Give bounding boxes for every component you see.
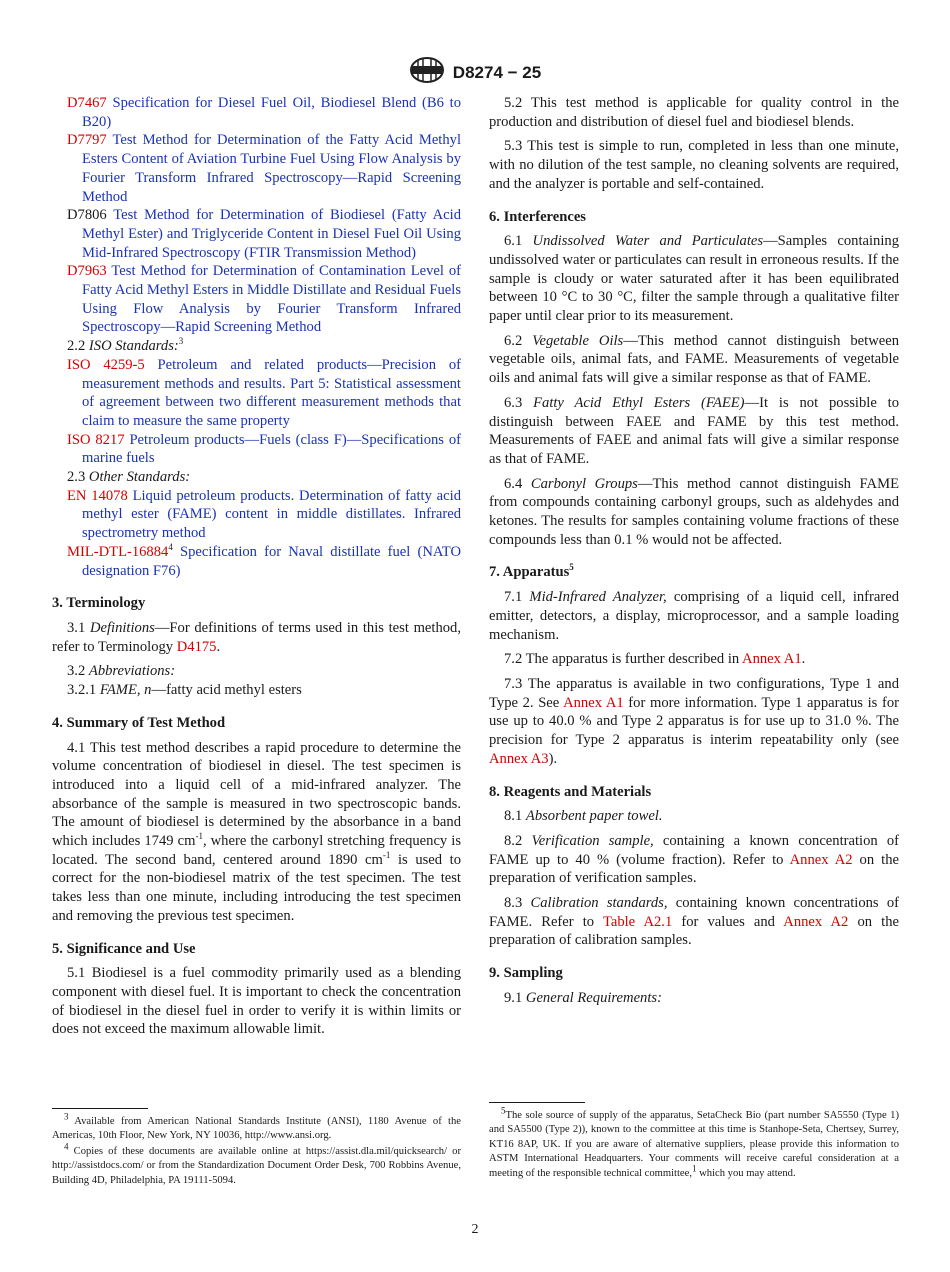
footnotes-left xyxy=(52,1108,461,1189)
reference-code[interactable]: EN 14078 xyxy=(67,487,128,504)
footnote-divider xyxy=(489,1102,585,1103)
paragraph-6-4: 6.4 Carbonyl Groups—This method cannot distinguish FAME from compounds containing carbonyl groups, such as aldehydes and ketones. The results for samples containing volume fractions of these compounds less than 0.1 % would not be affected. xyxy=(489,475,899,548)
reference-code[interactable]: MIL-DTL-16884 xyxy=(67,543,169,560)
page-number: 2 xyxy=(471,1222,479,1237)
paragraph-7-3: 7.3 The apparatus is available in two configurations, Type 1 and Type 2. See Annex A1 for more information. Type 1 apparatus is for use up to 40.0 % and Type 2 apparatus is for use up to 31.0 %. The precision for Type 2 apparatus is interim repeatability only (see Annex A3). xyxy=(489,675,899,767)
other-standards-heading: 2.3 Other Standards: xyxy=(67,469,191,486)
other-references xyxy=(52,487,461,581)
reference-title[interactable]: Specification for Naval distillate fuel (NATO designation F76) xyxy=(82,543,461,579)
paragraph-7-1: 7.1 Mid-Infrared Analyzer, comprising of a liquid cell, infrared emitter, detectors, a display, microprocessor, and a sample loading mechanism. xyxy=(489,589,899,643)
paragraph-6-1: 6.1 Undissolved Water and Particulates—Samples containing undissolved water or particulates can result in erroneous results. If the sample is cloudy or water saturated after it has been equilibrated between 10 °C to 30 °C, filter the sample through a qualitative filter paper until clear prior to its measurement. xyxy=(489,233,899,325)
link-annex-a3[interactable]: Annex A3 xyxy=(489,750,549,767)
reference-code[interactable]: D7467 xyxy=(67,95,107,111)
paragraph-3-2: 3.2 Abbreviations: xyxy=(67,663,176,680)
section-5-title: 5. Significance and Use xyxy=(52,940,196,957)
paragraph-4-1: 4.1 This test method describes a rapid procedure to determine the volume concentration of biodiesel in diesel. The test specimen is introduced into a liquid cell of a mid-infrared analyzer. The absorbance of the sample is measured in two spectroscopic bands. The amount of biodiesel is determined by the absorbance in a band which includes 1749 $cm^{-1}$, where the carbonyl stretching frequency is located. The second band, centered around 1890 $cm^{-1}$ is used to correct for the non-biodiesel matrix of the test specimen. The test takes less than one minute, including introducing the test specimen and removing the previous test specimen. xyxy=(52,739,462,924)
reference-title[interactable]: Specification for Diesel Fuel Oil, Biodiesel Blend (B6 to B20) xyxy=(82,95,461,130)
paragraph-5-2: 5.2 This test method is applicable for quality control in the production and distribution of diesel fuel and biodiesel blends. xyxy=(489,95,899,130)
section-6-title: 6. Interferences xyxy=(489,208,586,225)
link-table-a2-1[interactable]: Table A2.1 xyxy=(602,913,673,930)
paragraph-8-3: 8.3 Calibration standards, containing known concentrations of FAME. Refer to Table A2.1 for values and Annex A2 on the preparation of calibration samples. xyxy=(489,895,899,949)
right-column xyxy=(489,94,899,1014)
reference-code[interactable]: D7797 xyxy=(67,132,107,149)
footnote-text: Available from American National Standards Institute (ANSI), 1180 Avenue of the Americas, 10th Floor, New York, NY 10036, http://www.ansi.org. xyxy=(52,1116,461,1142)
section-9-title: 9. Sampling xyxy=(489,965,563,982)
reference-code: D7806 xyxy=(67,207,107,224)
footnote-marker: 4 xyxy=(64,1141,69,1152)
footnote-3 xyxy=(52,1111,461,1144)
link-annex-a2[interactable]: Annex A2 xyxy=(783,913,849,930)
paragraph-9-1: 9.1 General Requirements: xyxy=(504,989,662,1006)
footnote-4 xyxy=(52,1141,461,1188)
iso-standards-heading: 2.2 ISO Standards:$^3$ xyxy=(67,336,184,355)
link-annex-a1[interactable]: Annex A1 xyxy=(563,694,624,711)
iso-references xyxy=(52,356,461,468)
left-column xyxy=(52,94,461,1045)
paragraph-8-1: 8.1 Absorbent paper towel. xyxy=(504,808,663,825)
link-annex-a2[interactable]: Annex A2 xyxy=(789,851,853,868)
section-3-title: 3. Terminology xyxy=(52,595,146,612)
page-header xyxy=(0,56,950,89)
paragraph-8-2: 8.2 Verification sample, containing a known concentration of FAME up to 40 % (volume fraction). Refer to Annex A2 on the preparation of verification samples. xyxy=(489,832,899,887)
reference-entry xyxy=(52,487,461,543)
link-d4175[interactable]: D4175 xyxy=(176,638,217,655)
link-annex-a1[interactable]: Annex A1 xyxy=(742,651,802,668)
footnote-divider xyxy=(52,1108,148,1109)
paragraph-3-2-1: 3.2.1 FAME, n—fatty acid methyl esters xyxy=(67,682,302,699)
reference-code[interactable]: D7963 xyxy=(67,263,107,280)
reference-entry xyxy=(52,131,461,206)
reference-entry xyxy=(52,543,461,580)
reference-code[interactable]: ISO 8217 xyxy=(67,431,125,448)
section-8-title: 8. Reagents and Materials xyxy=(489,783,652,800)
document-id: D8274 − 25 xyxy=(452,62,542,82)
astm-references xyxy=(52,94,461,337)
reference-title[interactable]: Test Method for Determination of Biodiesel (Fatty Acid Methyl Ester) and Triglyceride Content in Diesel Fuel Oil Using Mid-Infrared Spectroscopy (FTIR Transmission Method) xyxy=(82,207,461,261)
reference-entry xyxy=(52,206,461,262)
footnote-5: $^5$The sole source of supply of the apparatus, SetaCheck Bio (part number SA5550 (Type 1) and SA5500 (Type 2)), known to the committee at this time is Stanhope-Seta, Chertsey, Surrey, KT16 8AP, UK. If you are aware of alternative suppliers, please provide this information to ASTM International Headquarters. Your comments will receive careful consideration at a meeting of the responsible technical committee,$^1$ which you may attend. xyxy=(489,1105,899,1179)
reference-entry xyxy=(52,431,461,468)
reference-code[interactable]: ISO 4259-5 xyxy=(67,356,145,373)
footnotes-right xyxy=(489,1102,899,1182)
reference-title[interactable]: Liquid petroleum products. Determination of fatty acid methyl ester (FAME) content in middle distillates. Infrared spectrometry method xyxy=(82,487,461,542)
reference-entry xyxy=(52,262,461,337)
reference-entry xyxy=(52,356,461,431)
paragraph-7-2: 7.2 The apparatus is further described in Annex A1. xyxy=(504,651,806,668)
footnote-marker: 3 xyxy=(64,1111,69,1122)
paragraph-5-1: 5.1 Biodiesel is a fuel commodity primarily used as a blending component with diesel fuel. It is important to check the concentration of biodiesel in the diesel fuel in order to verify it is within limits or does not exceed the maximum allowable limit. xyxy=(52,965,461,1038)
footnote-marker: 4 xyxy=(168,542,173,553)
reference-entry xyxy=(52,94,461,131)
paragraph-5-3: 5.3 This test is simple to run, completed in less than one minute, with no dilution of the test sample, no cleaning solvents are required, and the analyzer is portable and self-contained. xyxy=(489,138,899,192)
paragraph-6-3: 6.3 Fatty Acid Ethyl Esters (FAEE)—It is not possible to distinguish between FAEE and FAME by this test method. Measurements of FAEE and animal fats will give a similar response as that of FAME. xyxy=(489,394,900,467)
section-4-title: 4. Summary of Test Method xyxy=(52,714,226,731)
section-7-title: 7. Apparatus$^5$ xyxy=(489,562,574,581)
paragraph-6-2: 6.2 Vegetable Oils—This method cannot distinguish between vegetable oils, animal fats, and FAME. Measurements of vegetable oils and animal fats will give a similar response as that of FAME. xyxy=(489,332,899,387)
reference-title[interactable]: Test Method for Determination of the Fatty Acid Methyl Esters Content of Aviation Turbine Fuel Using Flow Analysis by Fourier Transform Infrared Spectroscopy—Rapid Screening Method xyxy=(82,132,461,205)
reference-title[interactable]: Petroleum products—Fuels (class F)—Specifications of marine fuels xyxy=(82,431,461,467)
paragraph-3-1: 3.1 Definitions—For definitions of terms used in this test method, refer to Terminology D4175. xyxy=(52,619,461,655)
reference-title[interactable]: Test Method for Determination of Contamination Level of Fatty Acid Methyl Esters in Middle Distillate and Residual Fuels Using Flow Analysis by Fourier Transform Infrared Spectroscopy—Rapid Screening Method xyxy=(82,263,461,336)
astm-logo-icon xyxy=(409,56,445,89)
reference-title[interactable]: Petroleum and related products—Precision of measurement methods and results. Part 5: Statistical assessment of agreement between two different measurement methods that claim to measure the same property xyxy=(82,356,461,429)
footnote-text: Copies of these documents are available online at https://assist.dla.mil/quicksearch/ or http://assistdocs.com/ or from the Standardization Document Order Desk, 700 Robbins Avenue, Building 4D, Philadelphia, PA 19111-5094. xyxy=(52,1145,461,1186)
